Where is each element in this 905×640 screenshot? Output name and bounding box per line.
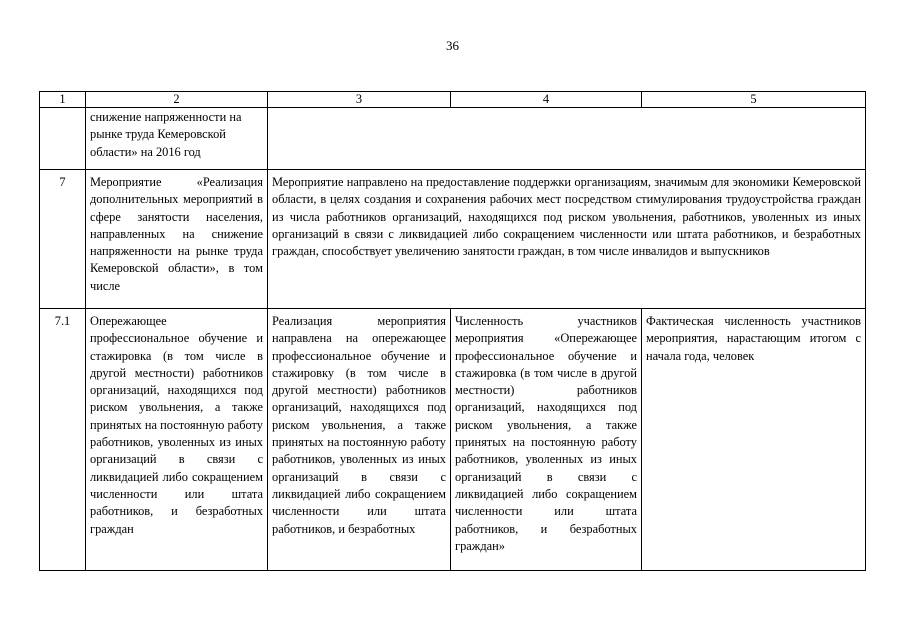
row-indicator (451, 309, 642, 571)
row-title-text: Опережающее профессиональное обучение и стажировка (в том числе в другой местности) работников организаций, находящихся под риском увольнения, а также принятых на постоянную работу работников, уволенных из иных организаций в связи с ликвидацией либо сокращением численности или штата работников, и безработных граждан (90, 314, 263, 536)
table-header-row (40, 92, 866, 108)
header-col-4: 4 (451, 92, 642, 108)
table-row (40, 108, 866, 170)
row-title (86, 309, 268, 571)
row-number: 7.1 (40, 309, 86, 571)
header-col-5: 5 (642, 92, 866, 108)
row-merged-description: Мероприятие направлено на предоставление поддержки организациям, значимым для экономики Кемеровской области, в целях создания и сохранения рабочих мест посредством стимулирования трудоустройства граждан из числа работников организаций, находящихся под риском увольнения, работников, уволенных из иных организаций в связи с ликвидацией либо сокращением численности или штата работников, и безработных граждан, способствует увеличению занятости граждан, в том числе инвалидов и выпускников (268, 170, 866, 309)
row-measure (642, 309, 866, 571)
header-col-3: 3 (268, 92, 451, 108)
header-col-2: 2 (86, 92, 268, 108)
program-table (39, 91, 866, 571)
row-measure-text: Фактическая численность участников мероприятия, нарастающим итогом с начала года, человек (646, 314, 861, 363)
row-title: снижение напряженности на рынке труда Кемеровской области» на 2016 год (86, 108, 268, 170)
table-row (40, 309, 866, 571)
header-col-1: 1 (40, 92, 86, 108)
row-number (40, 108, 86, 170)
row-merged-description (268, 108, 866, 170)
row-indicator-text: Численность участников мероприятия «Опережающее профессиональное обучение и стажировка (в том числе в другой местности) работников организаций, находящихся под риском увольнения, а также принятых на постоянную работу работников, уволенных из иных организаций в связи с ликвидацией либо сокращением численности или штата работников, и безработных граждан» (455, 314, 637, 553)
table-row (40, 170, 866, 309)
row-description-text: Реализация мероприятия направлена на опережающее профессиональное обучение и стажировку (в том числе в другой местности) работников организаций, находящихся под риском увольнения, а также принятых на постоянную работу работников, уволенных из иных организаций в связи с ликвидацией либо сокращением численности или штата работников, и безработных (272, 314, 446, 536)
page-number: 36 (446, 38, 459, 53)
row-description (268, 309, 451, 571)
row-title: Мероприятие «Реализация дополнительных мероприятий в сфере занятости населения, направленных на снижение напряженности на рынке труда Кемеровской области», в том числе (86, 170, 268, 309)
row-number: 7 (40, 170, 86, 309)
